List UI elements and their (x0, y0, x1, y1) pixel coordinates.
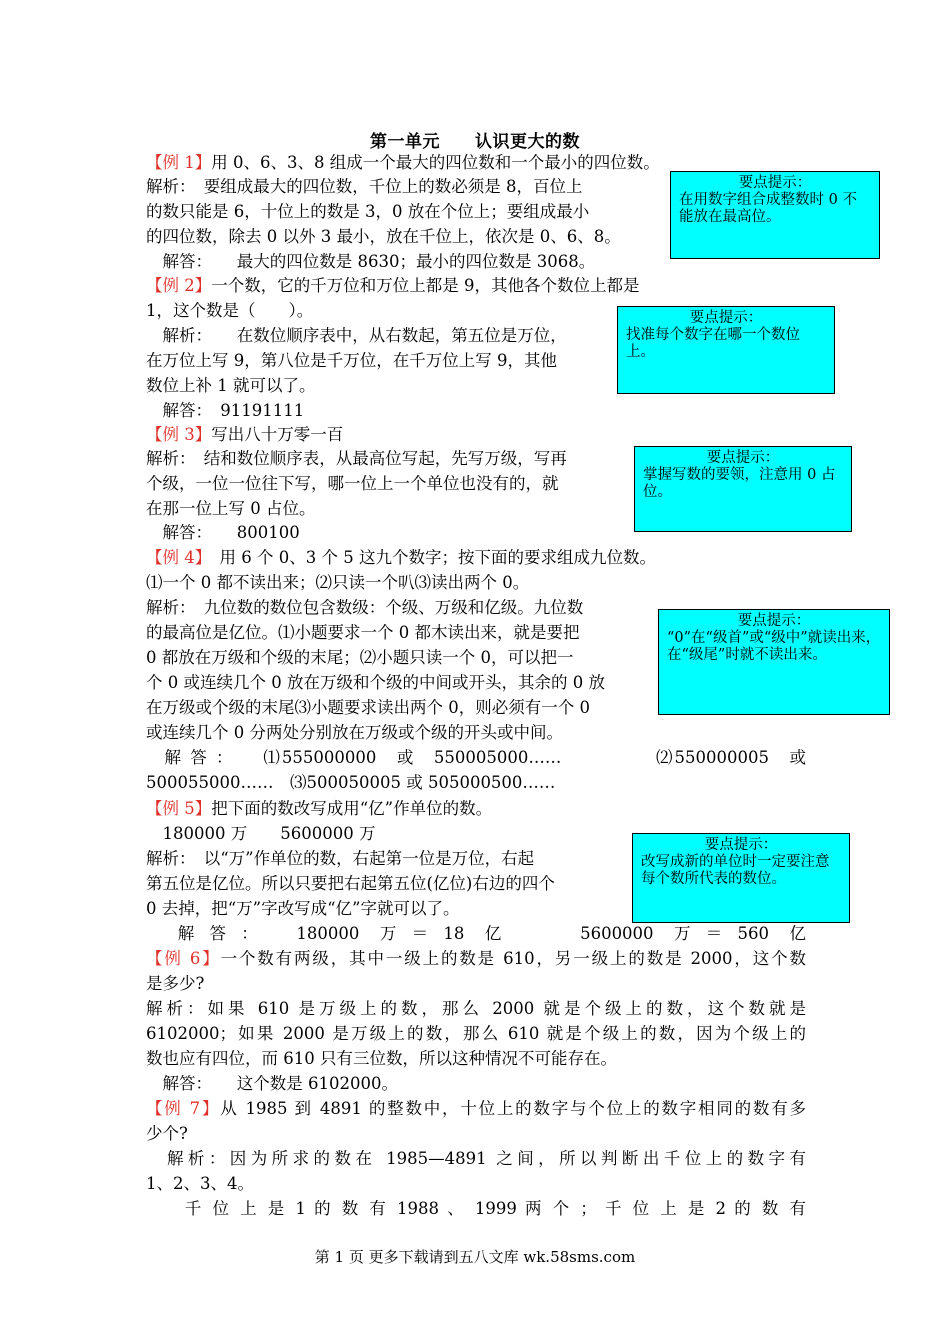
text-line (146, 473, 559, 495)
line-text: 在万位上写 9，第八位是千万位，在千万位上写 9，其他 (146, 351, 557, 370)
text-line (146, 1048, 617, 1070)
tip-title: 要点提示： (706, 450, 780, 466)
line-text: 解析： 要组成最大的四位数，千位上的数必须是 8，百位上 (146, 177, 583, 196)
tip-body: 改写成新的单位时一定要注意每个数所代表的数位。 (641, 854, 830, 887)
text-line (146, 873, 555, 895)
text-line (146, 848, 534, 870)
tip-box-4 (658, 609, 890, 715)
line-text: 个级，一位一位往下写，哪一位上一个单位也没有的，就 (146, 474, 559, 493)
text-line (146, 1148, 806, 1170)
line-text: 180000 万 5600000 万 (146, 824, 376, 843)
tip-body: 掌握写数的要领，注意用 0 占位。 (643, 467, 836, 500)
text-line (146, 176, 583, 198)
line-text: 解析：如果 610 是万级上的数，那么 2000 就是个级上的数，这个数就是 (146, 999, 806, 1018)
text-line (146, 1073, 398, 1095)
line-text: 0 去掉，把“万”字改写成“亿”字就可以了。 (146, 899, 460, 918)
text-line (146, 1198, 806, 1220)
example-heading-line (146, 1098, 806, 1120)
line-text: 解析： 九位数的数位包含数级：个级、万级和亿级。九位数 (146, 598, 584, 617)
tip-body: “0”在“级首”或“级中”就读出来，在“级尾”时就不读出来。 (667, 630, 881, 663)
line-text: 解析： 以“万”作单位的数，右起第一位是万位，右起 (146, 849, 535, 868)
line-text: 或连续几个 0 分两处分别放在万级或个级的开头或中间。 (146, 723, 563, 742)
example-heading-line (146, 798, 492, 820)
text-line (146, 350, 557, 372)
text-line (146, 998, 806, 1020)
line-text: 写出八十万零一百 (211, 425, 344, 444)
text-line (146, 973, 204, 995)
line-text: 6102000；如果 2000 是万级上的数，那么 610 就是个级上的数，因为个级上的 (146, 1024, 806, 1043)
text-line (146, 1173, 254, 1195)
line-text: 把下面的数改写成用“亿”作单位的数。 (211, 799, 493, 818)
line-text: 从 1985 到 4891 的整数中，十位上的数字与个位上的数字相同的数有多 (220, 1099, 806, 1118)
text-line (146, 772, 555, 794)
example-tag: 【例 4】 (146, 548, 203, 567)
text-line (146, 572, 529, 594)
line-text: 第五位是亿位。所以只要把右起第五位(亿位)右边的四个 (146, 874, 555, 893)
tip-box-3 (634, 446, 852, 532)
line-text: 一个数，它的千万位和万位上都是 9，其他各个数位上都是 (211, 276, 640, 295)
text-line (146, 325, 567, 347)
line-text: 在万级或个级的末尾⑶小题要求读出两个 0，则必须有一个 0 (146, 698, 590, 717)
text-line (146, 622, 580, 644)
text-line (146, 201, 589, 223)
text-line (146, 522, 300, 544)
line-text: 0 都放在万级和个级的末尾；⑵小题只读一个 0，可以把一 (146, 648, 574, 667)
example-heading-line (146, 948, 806, 970)
line-text: 是多少? (146, 974, 205, 993)
page-title: 第一单元 认识更大的数 (370, 132, 580, 152)
example-tag: 【例 5】 (146, 799, 212, 818)
line-text: 个 0 或连续几个 0 放在万级和个级的中间或开头，其余的 0 放 (146, 673, 605, 692)
text-line (146, 1023, 806, 1045)
example-heading-line (146, 275, 640, 297)
text-line (146, 375, 316, 397)
line-text: 解答： 91191111 (146, 401, 305, 420)
example-heading-line (146, 547, 656, 569)
line-text: 解答： 800100 (146, 523, 300, 542)
tip-box-2 (617, 306, 835, 394)
line-text: 少个? (146, 1124, 188, 1143)
text-line (146, 697, 590, 719)
text-line (146, 647, 574, 669)
line-text: 千 位 上 是 1 的 数 有 1988 、 1999 两 个 ； 千 位 上 是 2 的 数 有 (146, 1199, 806, 1218)
line-text: 解答： 这个数是 6102000。 (146, 1074, 398, 1093)
line-text: 解析：因为所求的数在 1985—4891 之间，所以判断出千位上的数字有 (146, 1149, 806, 1168)
line-text: 的四位数，除去 0 以外 3 最小，放在千位上，依次是 0、6、8。 (146, 227, 621, 246)
tip-title: 要点提示： (738, 175, 812, 191)
text-line (146, 226, 621, 248)
text-line (146, 498, 316, 520)
line-text: 解析： 在数位顺序表中，从右数起，第五位是万位， (146, 326, 567, 345)
line-text: ⑴一个 0 都不读出来；⑵只读一个叭⑶读出两个 0。 (146, 573, 530, 592)
text-line (146, 251, 595, 273)
text-line (146, 722, 563, 744)
tip-body: 找准每个数字在哪一个数位上。 (626, 327, 800, 360)
line-text: 用 0、6、3、8 组成一个最大的四位数和一个最小的四位数。 (211, 153, 660, 172)
tip-box-1 (670, 171, 880, 259)
tip-box-5 (632, 833, 850, 923)
line-text: 数位上补 1 就可以了。 (146, 376, 316, 395)
example-tag: 【例 2】 (146, 276, 212, 295)
line-text: 解析： 结和数位顺序表，从最高位写起，先写万级，写再 (146, 449, 567, 468)
text-line (146, 898, 459, 920)
example-heading-line (146, 152, 660, 174)
line-text: 1，这个数是（ ）。 (146, 301, 314, 320)
text-line (146, 597, 583, 619)
example-tag: 【例 3】 (146, 425, 212, 444)
example-tag: 【例 1】 (146, 153, 212, 172)
tip-title: 要点提示： (689, 310, 763, 326)
line-text: 500055000…… ⑶500050005 或 505000500…… (146, 773, 556, 792)
tip-title: 要点提示： (737, 613, 811, 629)
text-line (146, 823, 375, 845)
text-line (146, 747, 806, 769)
line-text: 解答： 180000 万＝18 亿 5600000 万＝560 亿 (146, 924, 806, 943)
text-line (146, 1123, 188, 1145)
text-line (146, 672, 605, 694)
tip-title: 要点提示： (704, 837, 778, 853)
example-tag: 【例 6】 (146, 949, 221, 968)
line-text: 1、2、3、4。 (146, 1174, 254, 1193)
example-tag: 【例 7】 (146, 1099, 221, 1118)
line-text: 数也应有四位，而 610 只有三位数，所以这种情况不可能存在。 (146, 1049, 617, 1068)
line-text: 在那一位上写 0 占位。 (146, 499, 316, 518)
page-footer: 第 1 页 更多下载请到五八文库 wk.58sms.com (314, 1248, 636, 1266)
line-text: 的数只能是 6，十位上的数是 3，0 放在个位上；要组成最小 (146, 202, 590, 221)
line-text: 解 答 ： ⑴555000000 或 550005000…… ⑵550000005 或 (146, 748, 806, 767)
text-line (146, 448, 567, 470)
line-text: 的最高位是亿位。⑴小题要求一个 0 都木读出来，就是要把 (146, 623, 580, 642)
example-heading-line (146, 424, 343, 446)
line-text: 一个数有两级，其中一级上的数是 610，另一级上的数是 2000，这个数 (220, 949, 806, 968)
text-line (146, 923, 806, 945)
line-text: 用 6 个 0、3 个 5 这九个数字；按下面的要求组成九位数。 (203, 548, 656, 567)
tip-body: 在用数字组合成整数时 0 不能放在最高位。 (679, 192, 857, 225)
line-text: 解答： 最大的四位数是 8630；最小的四位数是 3068。 (146, 252, 596, 271)
text-line (146, 400, 304, 422)
text-line (146, 300, 313, 322)
